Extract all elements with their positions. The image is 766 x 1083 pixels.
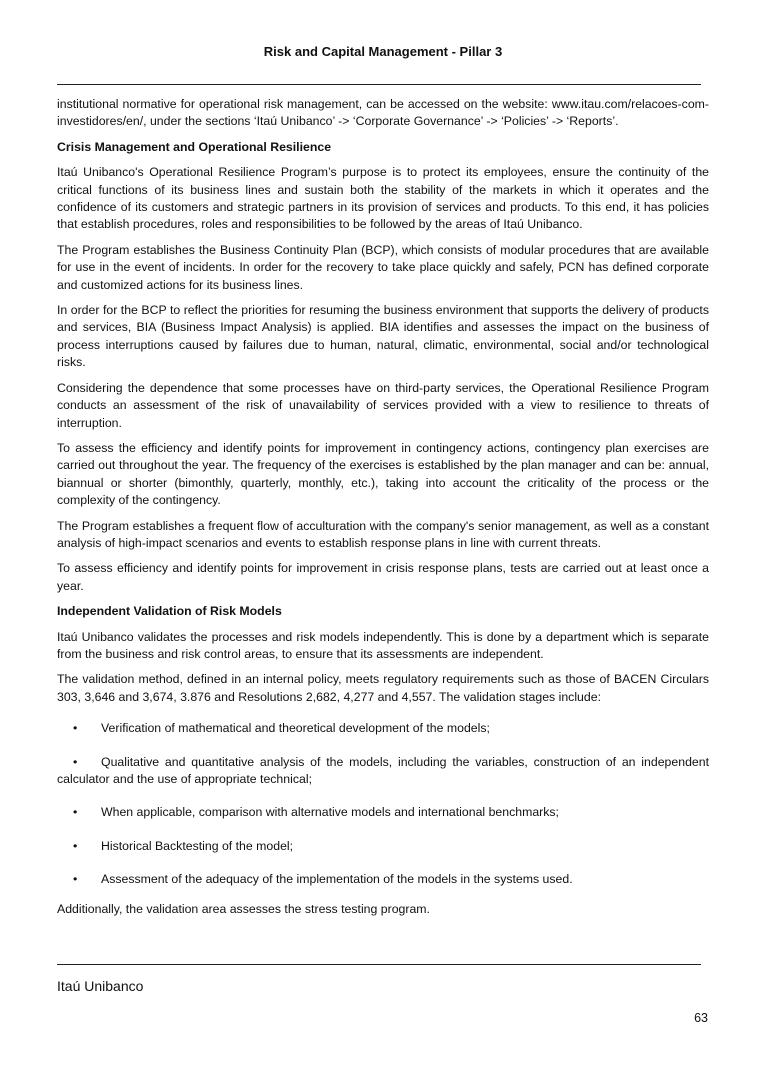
paragraph: Itaú Unibanco validates the processes and risk models independently. This is done by a department which is separate from the business and risk control areas, to ensure that its assessments are independent. (57, 629, 709, 661)
list-item (57, 838, 709, 855)
list-item-text: Verification of mathematical and theoretical development of the models; (101, 721, 490, 736)
page-content (57, 96, 709, 926)
section-heading-crisis-management: Crisis Management and Operational Resilience (57, 139, 332, 154)
bullet-icon: • (73, 721, 78, 736)
paragraph: To assess efficiency and identify points for improvement in crisis response plans, tests are carried out at least once a year. (57, 561, 709, 593)
paragraph: The Program establishes a frequent flow of acculturation with the company's senior management, as well as a constant analysis of high-impact scenarios and events to establish response plans in line with current threats. (57, 518, 709, 550)
footer-company-name: Itaú Unibanco (57, 978, 144, 994)
list-item-text: When applicable, comparison with alternative models and international benchmarks; (101, 805, 559, 820)
list-item-text: Assessment of the adequacy of the implementation of the models in the systems used. (101, 872, 573, 887)
bullet-icon: • (73, 838, 78, 853)
list-item (57, 871, 709, 888)
page-number: 63 (694, 1011, 708, 1025)
paragraph: Considering the dependence that some processes have on third-party services, the Operational Resilience Program conducts an assessment of the risk of unavailability of services provided with a view to resilience to threats of interruption. (57, 380, 709, 430)
footer-divider (57, 964, 701, 965)
intro-paragraph: institutional normative for operational risk management, can be accessed on the website: www.itau.com/relacoes-com-investidores/en/, under the sections ‘Itaú Unibanco’ -> ‘Corporate Governance’ -> ‘Policies’ -> ‘Reports’. (57, 97, 709, 129)
list-item (57, 720, 709, 737)
section-heading-independent-validation: Independent Validation of Risk Models (57, 604, 282, 619)
paragraph: The validation method, defined in an internal policy, meets regulatory requirements such as those of BACEN Circulars 303, 3,646 and 3,674, 3.876 and Resolutions 2,682, 4,277 and 4,557. The validation stages include: (57, 672, 709, 704)
bullet-icon: • (73, 754, 78, 769)
page-header-title: Risk and Capital Management - Pillar 3 (263, 44, 503, 59)
closing-paragraph: Additionally, the validation area assesses the stress testing program. (57, 901, 430, 916)
paragraph: In order for the BCP to reflect the priorities for resuming the business environment that supports the delivery of products and services, BIA (Business Impact Analysis) is applied. BIA identifies and assesses the impact on the business of process interruptions caused by failures due to human, natural, climatic, environmental, social and/or technological risks. (57, 303, 709, 370)
header-divider (57, 84, 701, 85)
paragraph: The Program establishes the Business Continuity Plan (BCP), which consists of modular procedures that are available for use in the event of incidents. In order for the recovery to take place quickly and safely, PCN has defined corporate and customized actions for its business lines. (57, 242, 709, 292)
paragraph: To assess the efficiency and identify points for improvement in contingency actions, contingency plan exercises are carried out throughout the year. The frequency of the exercises is established by the plan manager and can be: annual, biannual or shorter (bimonthly, quarterly, monthly, etc.), taking into account the criticality of the process or the complexity of the contingency. (57, 440, 709, 508)
list-item (57, 804, 709, 821)
list-item (57, 754, 709, 789)
paragraph: Itaú Unibanco's Operational Resilience Program’s purpose is to protect its employees, ensure the continuity of the critical functions of its business lines and sustain both the stability of the markets in which it operates and the confidence of its customers and strategic partners in its provision of services and products. To this end, it has policies that establish procedures, roles and responsibilities to be followed by the areas of Itaú Unibanco. (57, 165, 709, 232)
bullet-icon: • (73, 872, 78, 887)
bullet-icon: • (73, 805, 78, 820)
list-item-text: Qualitative and quantitative analysis of the models, including the variables, construction of an independent calculator and the use of appropriate technical; (57, 754, 709, 786)
list-item-text: Historical Backtesting of the model; (101, 838, 294, 853)
